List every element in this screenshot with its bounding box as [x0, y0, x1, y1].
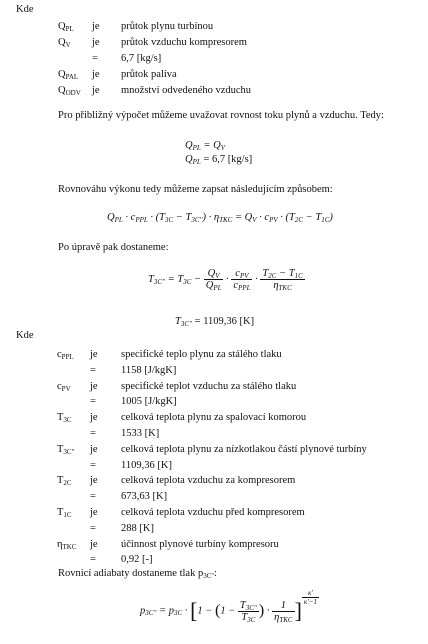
- definition-connector: je: [90, 349, 98, 360]
- definition-description: množství odvedeného vzduchu: [121, 85, 252, 96]
- definition-description: 673,63 [K]: [121, 491, 168, 503]
- definition-description: průtok paliva: [121, 69, 177, 80]
- definition-connector: =: [90, 491, 96, 503]
- definition-connector: je: [90, 443, 98, 455]
- definition-connector: =: [92, 53, 98, 64]
- definition-symbol: T3C: [57, 412, 72, 425]
- equation-power-balance: QPL · cPPL · (T3C − T3C'') · ηTKC = QV · cPV · (T2C − T1C): [107, 212, 333, 224]
- definition-description: 0,92 [-]: [121, 554, 153, 566]
- definition-symbol: QPAL: [58, 69, 79, 81]
- definition-connector: =: [90, 459, 96, 471]
- definition-connector: je: [92, 69, 100, 80]
- definition-description: 1109,36 [K]: [121, 459, 172, 471]
- paragraph-after-rearrangement: Po úpravě pak dostaneme:: [58, 242, 169, 253]
- heading-kde-1: Kde: [16, 4, 34, 15]
- definition-description: účinnost plynové turbíny kompresoru: [121, 538, 279, 550]
- equation-qpl-value: QPL = 6,7 [kg/s]: [185, 154, 253, 166]
- definition-symbol: QV: [58, 37, 71, 49]
- definition-description: 6,7 [kg/s]: [121, 53, 162, 64]
- equation-t3c-formula: T3C'' = T3C − $\frac{QV}{\text{QPL}}$ · $\frac{\text{cPV}}{\text{cPPL}}$ · $\frac{T2C - T1C}{\text{ηTKC}}$: [148, 268, 303, 292]
- definition-connector: =: [90, 396, 96, 408]
- definition-description: celková teplota vzduchu před kompresorem: [121, 507, 305, 518]
- definition-description: celková teplota plynu za nízkotlakou částí plynové turbíny: [121, 443, 367, 455]
- paragraph-power-balance: Rovnováhu výkonu tedy můžeme zapsat následujícím způsobem:: [58, 184, 333, 195]
- definition-description: 1005 [J/kgK]: [121, 396, 177, 408]
- definition-connector: je: [90, 380, 98, 392]
- definition-symbol: T3C'': [57, 443, 75, 456]
- definition-description: 1533 [K]: [121, 428, 160, 439]
- definition-symbol: cPPL: [57, 349, 74, 361]
- definition-connector: je: [90, 507, 98, 518]
- heading-kde-2: Kde: [16, 330, 34, 341]
- definition-description: 288 [K]: [121, 522, 154, 534]
- definition-connector: je: [92, 37, 100, 48]
- definition-connector: =: [90, 428, 96, 439]
- definition-description: specifické teplot vzduchu za stálého tlaku: [121, 380, 297, 392]
- definition-description: celková teplota plynu za spalovací komorou: [121, 412, 307, 424]
- paragraph-adiabatic: Rovnicí adiabaty dostaneme tlak p3C'':: [58, 568, 217, 580]
- definition-symbol: QPL: [58, 21, 74, 33]
- definition-connector: =: [90, 364, 96, 376]
- definition-connector: je: [92, 85, 100, 96]
- definition-symbol: T2C: [57, 475, 72, 488]
- definition-description: průtok plynu turbínou: [121, 21, 214, 32]
- definition-connector: je: [90, 475, 98, 487]
- definition-description: specifické teplo plynu za stálého tlaku: [121, 349, 282, 360]
- definition-description: celková teplota vzduchu za kompresorem: [121, 475, 296, 487]
- definition-symbol: T1C: [57, 507, 72, 519]
- definition-connector: =: [90, 522, 96, 534]
- definition-description: 1158 [J/kgK]: [121, 364, 177, 376]
- equation-adiabatic: p3C'' = p3C · [1 − (1 − $\frac{T3C''}{T3C}$ ) · $\frac{1}{\text{ηTKC}}$ ] $^{\frac{\kappa'}{\kappa'-1}}$: [140, 588, 317, 624]
- definition-connector: je: [90, 412, 98, 424]
- definition-connector: =: [90, 554, 96, 566]
- definition-symbol: ηTKC: [57, 538, 77, 551]
- definition-connector: je: [90, 538, 98, 550]
- definition-symbol: cPV: [57, 380, 71, 393]
- definition-description: průtok vzduchu kompresorem: [121, 37, 247, 48]
- equation-t3c-result: T3C'' = 1109,36 [K]: [175, 316, 255, 328]
- definition-connector: je: [92, 21, 100, 32]
- definition-symbol: QODV: [58, 85, 81, 97]
- equation-qpl-qv: QPL = QV: [185, 140, 225, 152]
- paragraph-flow-equality: Pro přibližný výpočet můžeme uvažovat rovnost toku plynů a vzduchu. Tedy:: [58, 110, 384, 121]
